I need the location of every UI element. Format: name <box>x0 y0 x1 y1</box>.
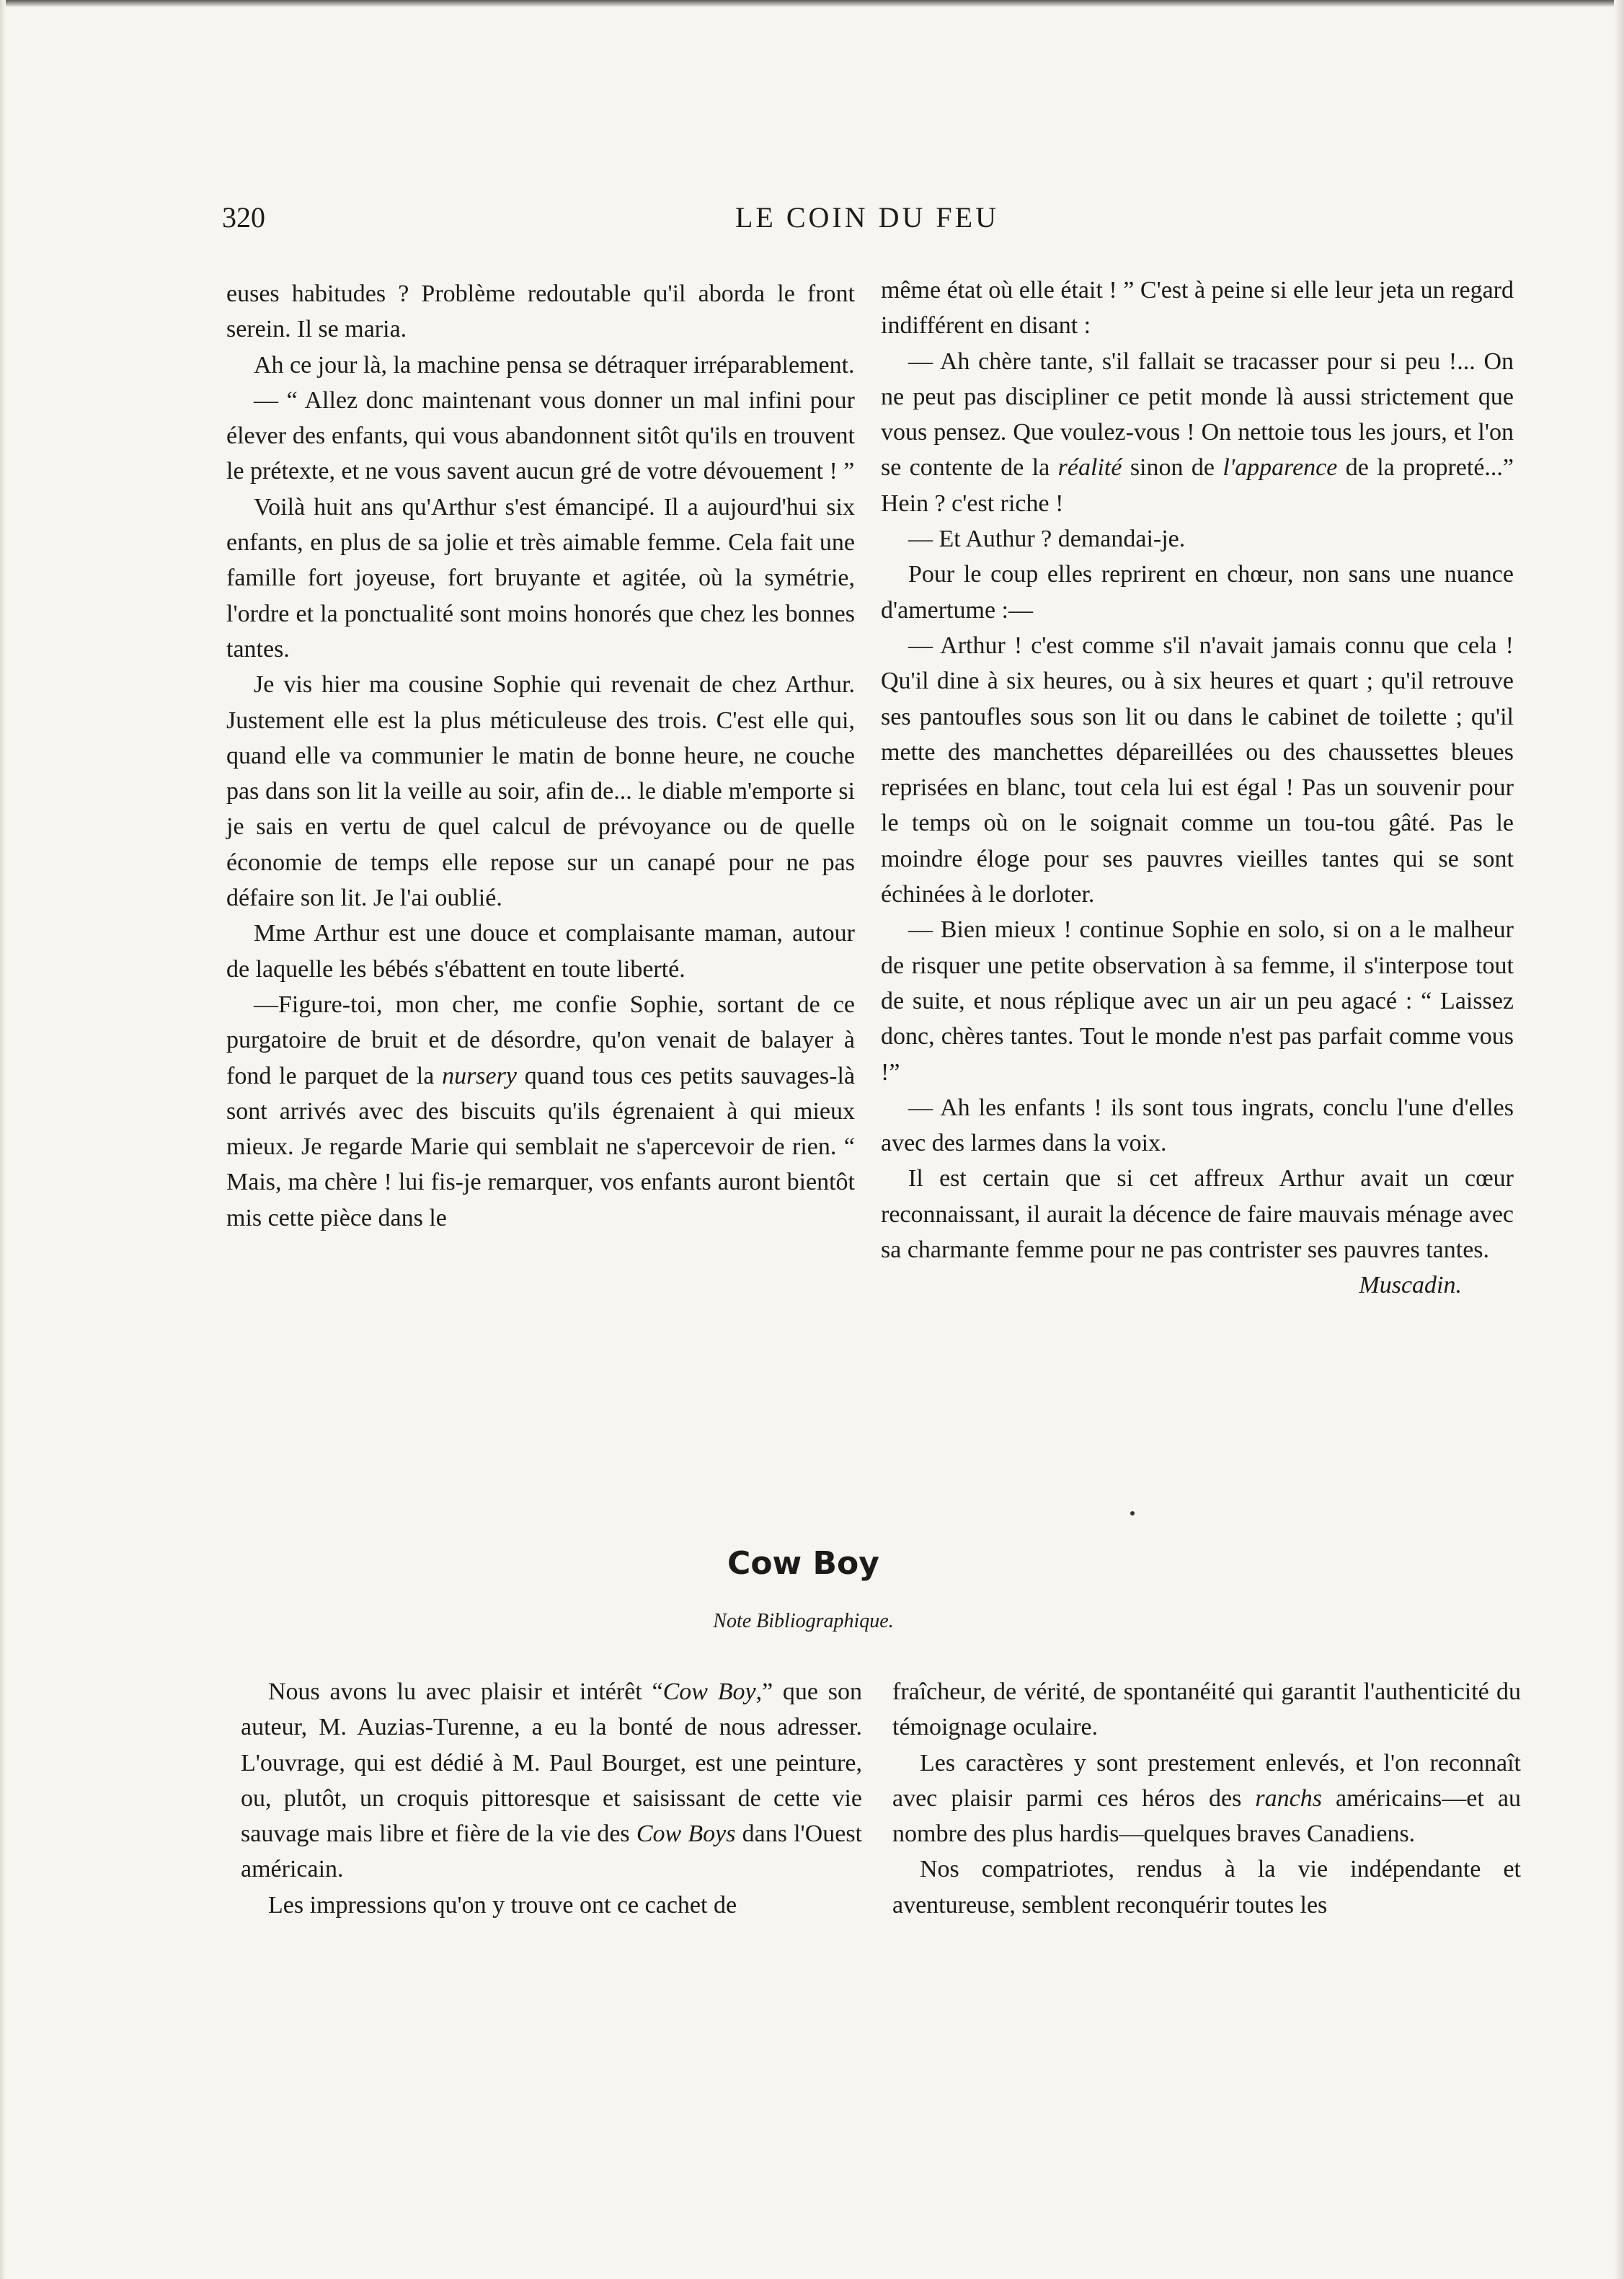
page-number: 320 <box>222 201 265 234</box>
paragraph: Je vis hier ma cousine Sophie qui revenait de chez Arthur. Justement elle est la plus méticuleuse des trois. C'est elle qui, quand elle va communier le matin de bonne heure, ne couche pas dans son lit la veille au soir, afin de... le diable m'emporte si je sais en vertu de quel calcul de prévoyance ou de quelle économie de temps elle repose sur un canapé pour ne pas défaire son lit. Je l'ai oublié. <box>226 671 855 912</box>
paragraph: Les caractères y sont prestement enlevés, et l'on reconnaît avec plaisir parmi ces héros des ranchs américains—et au nombre des plus hardis—quelques braves Canadiens. <box>892 1749 1521 1848</box>
print-dot <box>1130 1511 1135 1515</box>
paragraph: fraîcheur, de vérité, de spontanéité qui garantit l'authenticité du témoignage oculaire. <box>892 1678 1521 1741</box>
italic-term: ranchs <box>1255 1784 1322 1812</box>
italic-term: Cow Boy <box>662 1678 756 1705</box>
page-top-edge <box>0 0 1624 7</box>
italic-term: l'apparence <box>1223 454 1338 482</box>
italic-term: nursery <box>442 1062 517 1089</box>
article1-column-right <box>881 273 1514 1304</box>
page-header <box>222 200 1512 244</box>
paragraph: Ah ce jour là, la machine pensa se détraquer irréparablement. <box>254 351 855 379</box>
running-title: LE COIN DU FEU <box>735 201 999 234</box>
paragraph: — Ah chère tante, s'il fallait se tracasser pour si peu !... On ne peut pas discipliner ce petit monde là aussi strictement que vous pensez. Que voulez-vous ! On nettoie tous les jours, et l'on se contente de la réalité sinon de l'apparence de la propreté...” Hein ? c'est riche ! <box>881 348 1514 517</box>
paragraph: même état où elle était ! ” C'est à peine si elle leur jeta un regard indifférent en disant : <box>881 277 1514 340</box>
paragraph: Les impressions qu'on y trouve ont ce cachet de <box>268 1891 737 1919</box>
author-signature: Muscadin. <box>1359 1272 1462 1299</box>
paragraph: — Bien mieux ! continue Sophie en solo, si on a le malheur de risquer une petite observation à sa femme, il s'interpose tout de suite, et nous réplique avec un air un peu agacé : “ Laissez donc, chères tantes. Tout le monde n'est pas parfait comme vous !” <box>881 916 1514 1086</box>
paragraph: Nos compatriotes, rendus à la vie indépendante et aventureuse, semblent reconquérir toutes les <box>892 1856 1521 1919</box>
paragraph: — “ Allez donc maintenant vous donner un mal infini pour élever des enfants, qui vous abandonnent sitôt qu'ils en trouvent le prétexte, et ne vous savent aucun gré de votre dévouement ! ” <box>226 386 855 485</box>
article2-column-left <box>241 1674 862 1923</box>
paragraph: euses habitudes ? Problème redoutable qu'il aborda le front serein. Il se maria. <box>226 280 855 343</box>
article2-column-right <box>892 1674 1521 1923</box>
paragraph: — Arthur ! c'est comme s'il n'avait jamais connu que cela ! Qu'il dine à six heures, ou à six heures et quart ; qu'il retrouve ses pantoufles sous son lit ou dans le cabinet de toilette ; qu'il mette des manchettes dépareillées ou des chaussettes bleues reprisées en blanc, tout cela lui est égal ! Pas un souvenir pour le temps où on le soignait comme un tou-tou gâté. Pas le moindre éloge pour ses pauvres vieilles tantes qui se sont échinées à le dorloter. <box>881 632 1514 908</box>
paragraph: —Figure-toi, mon cher, me confie Sophie, sortant de ce purgatoire de bruit et de désordre, qu'on venait de balayer à fond le parquet de la nursery quand tous ces petits sauvages-là sont arrivés avec des biscuits qu'ils égrenaient à qui mieux mieux. Je regarde Marie qui semblait ne s'apercevoir de rien. “ Mais, ma chère ! lui fis-je remarquer, vos enfants auront bientôt mis cette pièce dans le <box>226 991 856 1231</box>
section-title: Cow Boy <box>727 1545 879 1582</box>
italic-term: Cow Boys <box>636 1820 736 1848</box>
paragraph: — Ah les enfants ! ils sont tous ingrats, conclu l'une d'elles avec des larmes dans la voix. <box>881 1094 1514 1157</box>
paragraph: Pour le coup elles reprirent en chœur, non sans une nuance d'amertume :— <box>881 561 1514 624</box>
italic-term: réalité <box>1057 454 1122 482</box>
paragraph: Il est certain que si cet affreux Arthur avait un cœur reconnaissant, il aurait la décence de faire mauvais ménage avec sa charmante femme pour ne pas contrister ses pauvres tantes. <box>881 1165 1514 1264</box>
paragraph: — Et Authur ? demandai-je. <box>908 526 1186 553</box>
article1-column-left <box>226 276 855 1236</box>
section-subtitle: Note Bibliographique. <box>713 1610 894 1632</box>
paragraph: Mme Arthur est une douce et complaisante maman, autour de laquelle les bébés s'ébattent en toute liberté. <box>226 920 855 983</box>
paragraph: Nous avons lu avec plaisir et intérêt “Cow Boy,” que son auteur, M. Auzias-Turenne, a eu la bonté de nous adresser. L'ouvrage, qui est dédié à M. Paul Bourget, est une peinture, ou, plutôt, un croquis pittoresque et saisissant de cette vie sauvage mais libre et fière de la vie des Cow Boys dans l'Ouest américain. <box>241 1678 863 1883</box>
paragraph: Voilà huit ans qu'Arthur s'est émancipé. Il a aujourd'hui six enfants, en plus de sa jolie et très aimable femme. Cela fait une famille fort joyeuse, fort bruyante et agitée, où la symétrie, l'ordre et la ponctualité sont moins honorés que chez les bonnes tantes. <box>226 493 855 663</box>
page-right-edge <box>1614 0 1624 2279</box>
page-left-edge <box>0 0 6 2279</box>
